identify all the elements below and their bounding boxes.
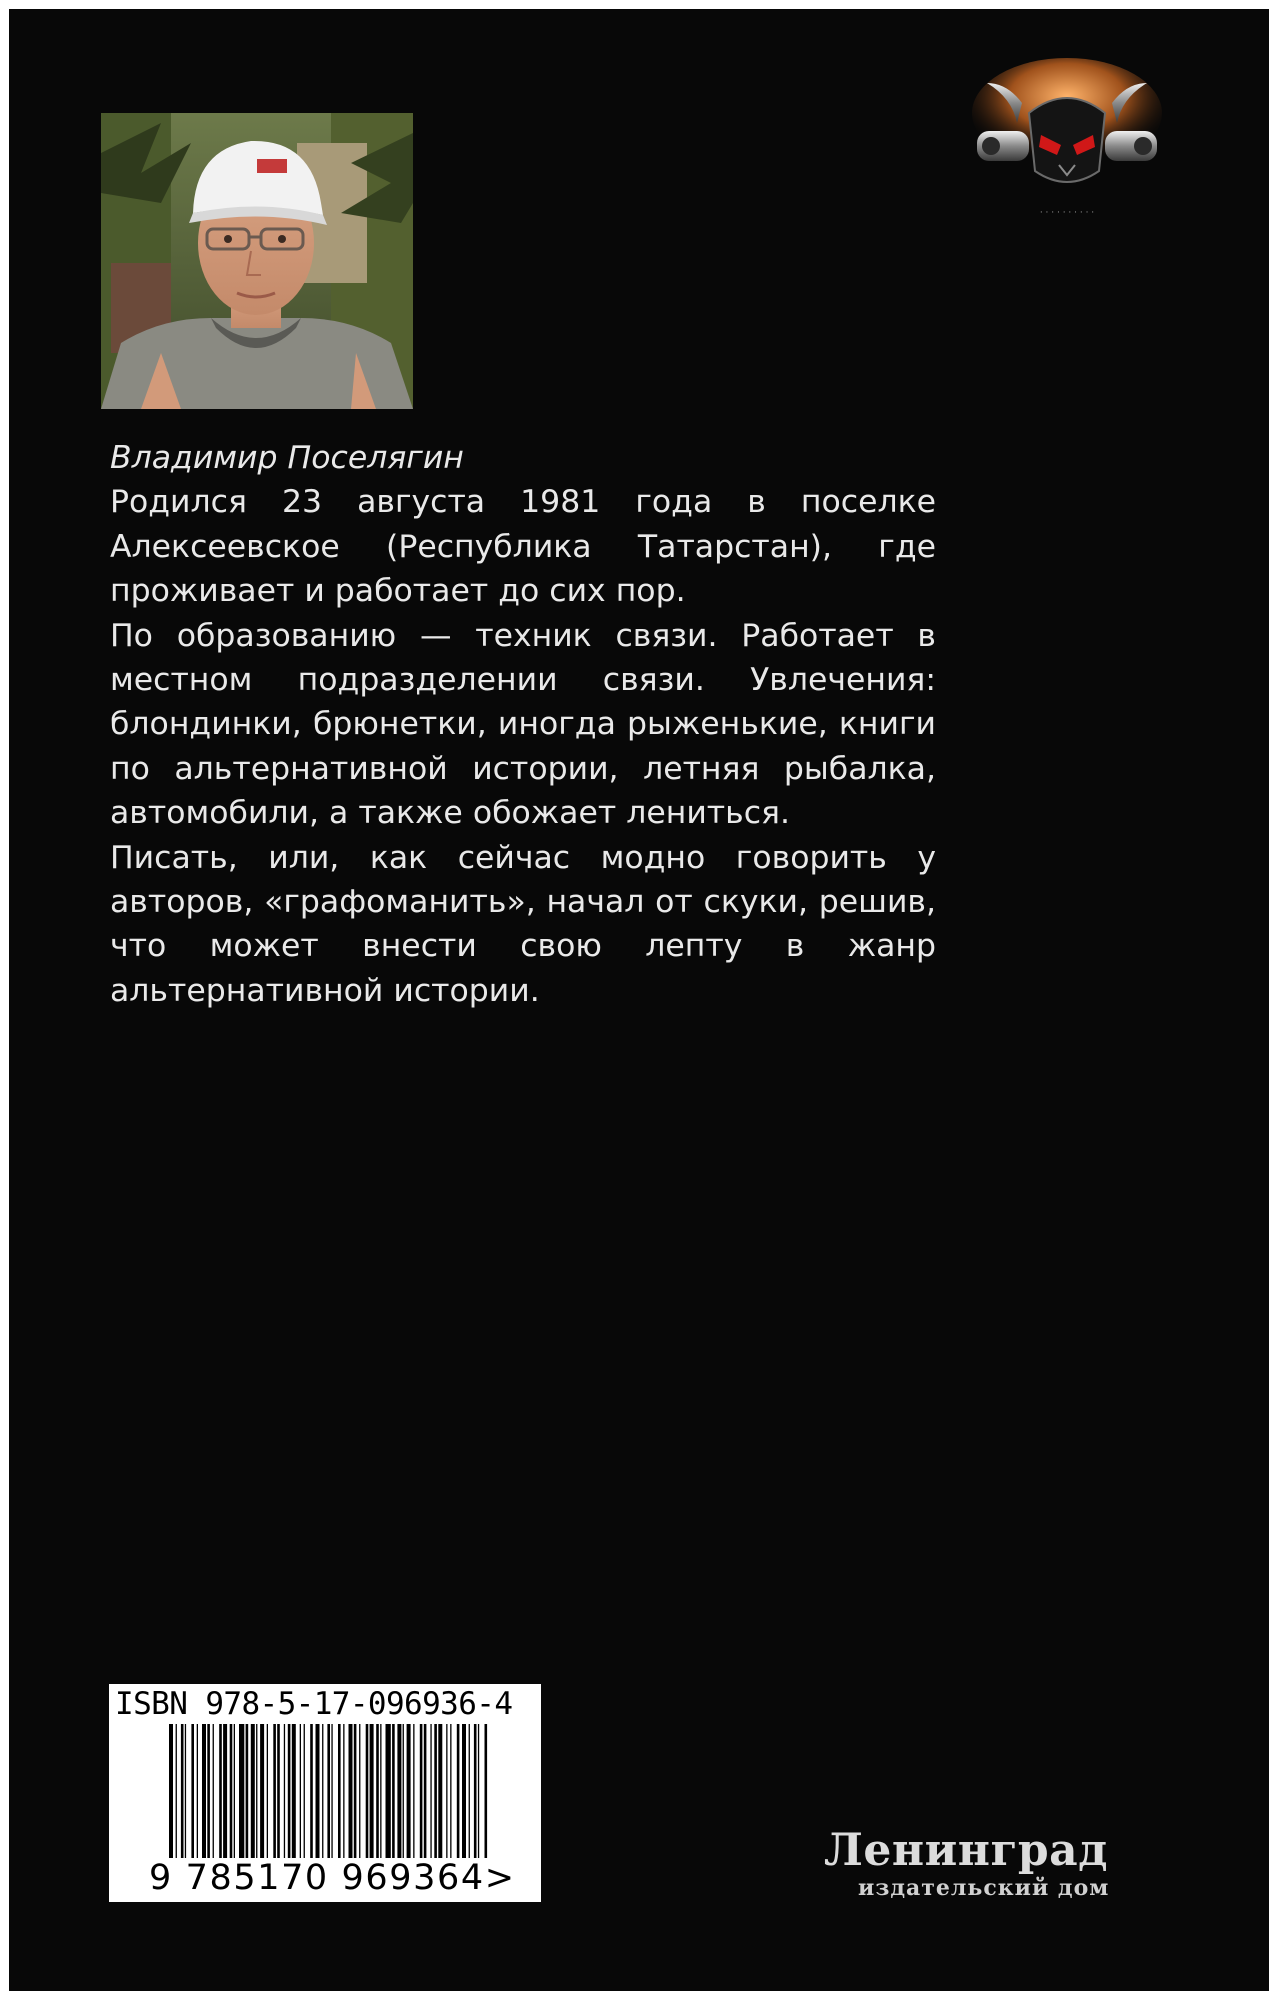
barcode-bar xyxy=(239,1724,244,1860)
barcode-bar xyxy=(380,1724,381,1860)
barcode-bar xyxy=(354,1724,357,1860)
barcode-bar xyxy=(207,1724,210,1860)
author-name: Владимир Поселягин xyxy=(110,440,464,476)
barcode-bar xyxy=(304,1724,305,1860)
barcode-bar xyxy=(446,1724,447,1860)
barcode-bar xyxy=(485,1724,488,1872)
barcode-bar xyxy=(397,1724,401,1860)
barcode-bar xyxy=(474,1724,477,1872)
barcode-bar xyxy=(478,1724,479,1872)
author-photo xyxy=(101,113,413,409)
barcode-bar xyxy=(277,1724,280,1860)
barcode-bar xyxy=(407,1724,411,1860)
barcode-bar xyxy=(359,1724,360,1860)
barcode-bar xyxy=(300,1724,301,1860)
author-portrait-image xyxy=(101,113,413,409)
back-cover xyxy=(9,9,1269,1991)
barcode-bar xyxy=(424,1724,427,1860)
barcode-bar xyxy=(434,1724,437,1860)
barcode-bar xyxy=(403,1724,404,1860)
barcode-bar xyxy=(288,1724,291,1860)
barcode-bar xyxy=(251,1724,255,1860)
bio-paragraph-birth: Родился 23 августа 1981 года в поселке Алексеевское (Республика Татарстан), где проживает и работает до сих пор. xyxy=(110,484,936,610)
barcode-bar xyxy=(169,1724,173,1872)
barcode-bar xyxy=(331,1724,332,1860)
bio-paragraph-education: По образованию — техник связи. Работает в местном подразделении связи. Увлечения: блондинки, брюнетки, иногда рыженькие, книги по альтернативной истории, летняя рыбалка, автомобили, а также обожает лениться. xyxy=(110,617,936,832)
barcode-digits xyxy=(149,1858,516,1898)
barcode-bar xyxy=(413,1724,414,1860)
series-logo xyxy=(967,53,1167,233)
barcode-bar xyxy=(284,1724,285,1860)
barcode-bar xyxy=(256,1724,257,1860)
barcode-bar xyxy=(462,1724,466,1860)
isbn-barcode-block xyxy=(109,1684,541,1902)
barcode-bar xyxy=(260,1724,264,1860)
barcode-bar xyxy=(185,1724,186,1860)
barcode-bar xyxy=(386,1724,391,1860)
author-bio xyxy=(110,436,936,1013)
barcode-bar xyxy=(450,1724,451,1860)
barcode-bar xyxy=(316,1724,320,1860)
svg-text:· · · · · · · · · ·: · · · · · · · · · · xyxy=(1039,208,1095,218)
barcode-bar xyxy=(420,1724,423,1860)
publisher-name: Ленинград xyxy=(824,1825,1109,1876)
barcode-bar xyxy=(392,1724,395,1860)
barcode-number: 9 785170 969364 xyxy=(149,1858,485,1898)
barcode-bar xyxy=(366,1724,369,1860)
barcode-bar xyxy=(292,1724,296,1860)
barcode-bar xyxy=(376,1724,379,1860)
barcode-bar xyxy=(457,1724,460,1860)
publisher-subtitle: издательский дом xyxy=(858,1875,1110,1901)
barcode-bar xyxy=(322,1724,323,1860)
barcode-bars xyxy=(169,1724,489,1872)
barcode-quiet-zone-arrow: > xyxy=(484,1858,516,1898)
barcode-bar xyxy=(430,1724,431,1860)
barcode-bar xyxy=(197,1724,198,1860)
barcode-bar xyxy=(230,1724,233,1860)
barcode-bar xyxy=(181,1724,184,1860)
barcode-bar xyxy=(273,1724,276,1860)
barcode-bar xyxy=(338,1724,341,1872)
publisher-logo xyxy=(812,1825,1142,1911)
barcode-bar xyxy=(202,1724,206,1860)
barcode-bar xyxy=(310,1724,313,1860)
isbn-label: ISBN 978-5-17-096936-4 xyxy=(115,1686,513,1722)
bio-paragraph-writing: Писать, или, как сейчас модно говорить у авторов, «графоманить», начал от скуки, решив, что может внести свою лепту в жанр альтернативной истории. xyxy=(110,839,936,1009)
barcode-bar xyxy=(213,1724,214,1860)
barcode-bar xyxy=(438,1724,442,1860)
barcode-bar xyxy=(191,1724,194,1860)
barcode-bar xyxy=(246,1724,249,1860)
barcode-bar xyxy=(176,1724,177,1872)
barcode-bar xyxy=(234,1724,235,1860)
barcode-bar xyxy=(349,1724,353,1860)
barcode-bar xyxy=(343,1724,344,1860)
barcode-bar xyxy=(469,1724,470,1860)
barcode-bar xyxy=(370,1724,374,1860)
barcode-bar xyxy=(267,1724,268,1860)
barcode-bar xyxy=(219,1724,222,1860)
barcode-bar xyxy=(223,1724,227,1860)
biomechanical-skull-emblem xyxy=(967,53,1167,233)
barcode-bar xyxy=(327,1724,330,1860)
